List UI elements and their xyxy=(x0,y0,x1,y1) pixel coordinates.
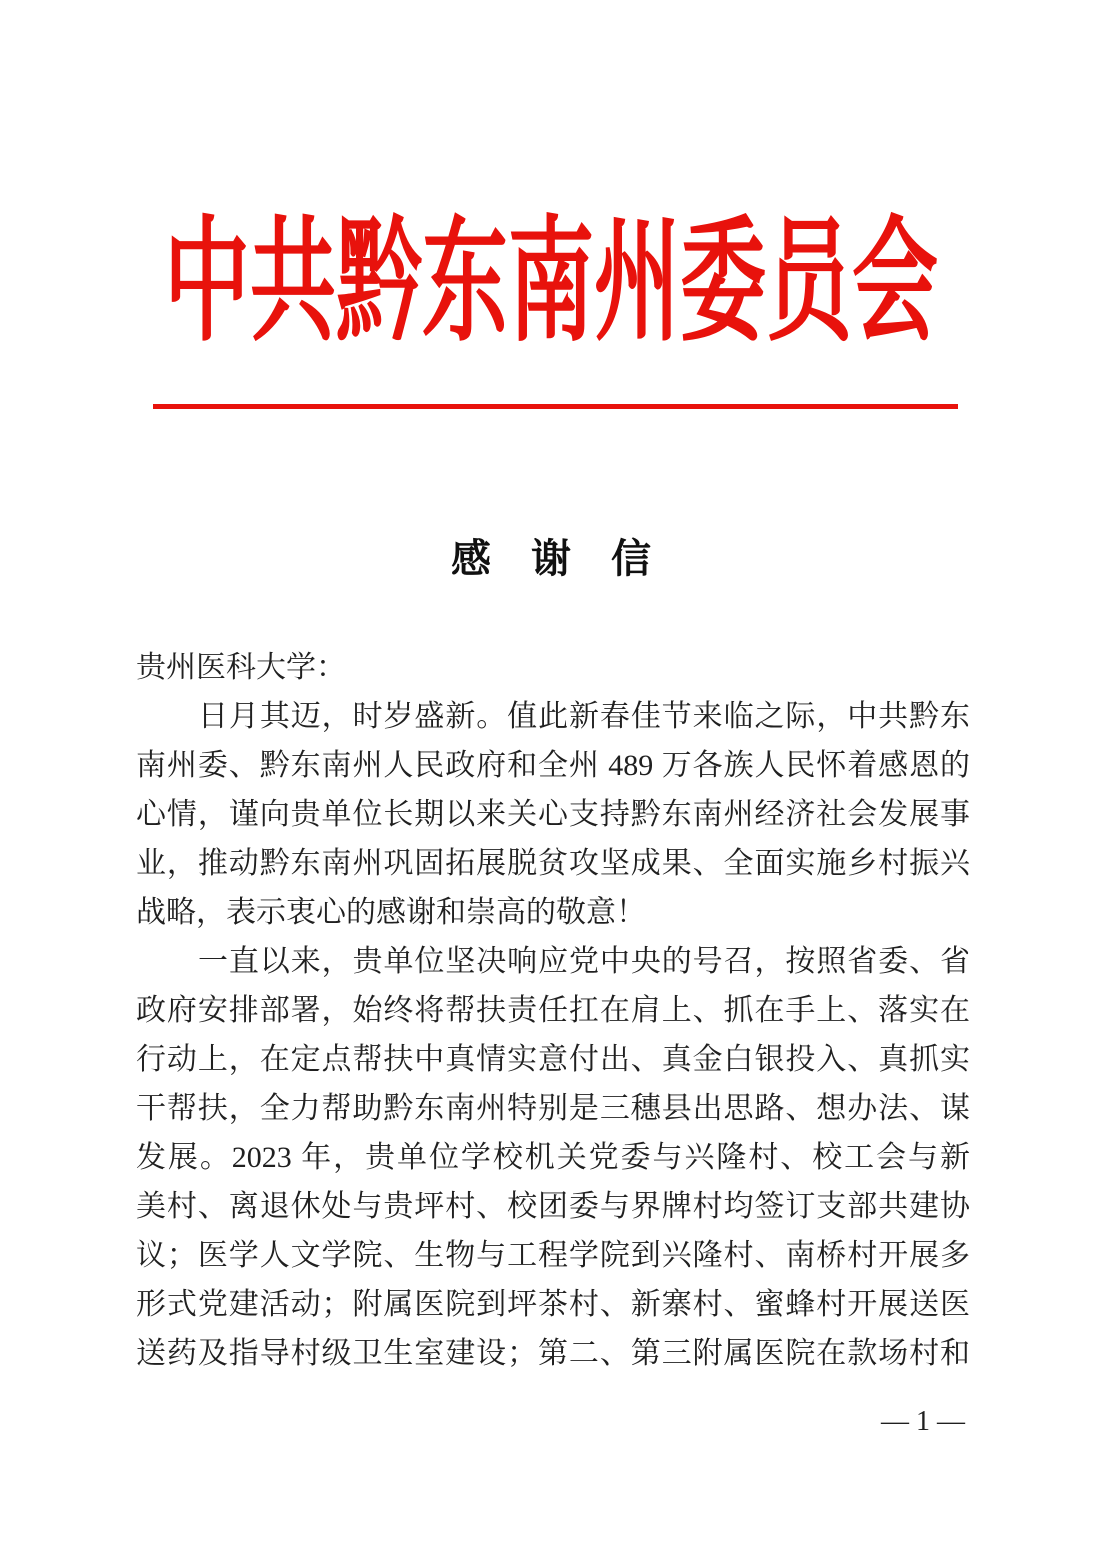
page-number: — 1 — xyxy=(881,1406,965,1437)
body-line: 形式党建活动；附属医院到坪茶村、新寨村、蜜蜂村开展送医 xyxy=(136,1288,970,1321)
letter-body xyxy=(136,643,970,1378)
body-line: 送药及指导村级卫生室建设；第二、第三附属医院在款场村和 xyxy=(136,1337,970,1370)
body-line: 美村、离退休处与贵坪村、校团委与界牌村均签订支部共建协 xyxy=(136,1190,970,1223)
body-line: 业，推动黔东南州巩固拓展脱贫攻坚成果、全面实施乡村振兴 xyxy=(136,847,970,880)
body-line: 政府安排部署，始终将帮扶责任扛在肩上、抓在手上、落实在 xyxy=(136,994,970,1027)
body-line: 战略，表示衷心的感谢和崇高的敬意！ xyxy=(136,896,646,929)
body-line: 议；医学人文学院、生物与工程学院到兴隆村、南桥村开展多 xyxy=(136,1239,970,1272)
body-line: 心情，谨向贵单位长期以来关心支持黔东南州经济社会发展事 xyxy=(136,798,970,831)
salutation-line: 贵州医科大学： xyxy=(136,651,346,684)
body-line: 行动上，在定点帮扶中真情实意付出、真金白银投入、真抓实 xyxy=(136,1043,970,1076)
body-line: 日月其迈，时岁盛新。值此新春佳节来临之际，中共黔东 xyxy=(198,700,970,733)
body-line: 一直以来，贵单位坚决响应党中央的号召，按照省委、省 xyxy=(198,945,970,978)
letterhead-title: 中共黔东南州委员会 xyxy=(163,207,938,358)
letterhead-rule xyxy=(153,404,958,409)
letter-title: 感 谢 信 xyxy=(451,536,651,581)
body-line: 发展。2023 年，贵单位学校机关党委与兴隆村、校工会与新 xyxy=(136,1141,970,1174)
body-line: 南州委、黔东南州人民政府和全州 489 万各族人民怀着感恩的 xyxy=(136,749,970,782)
body-line: 干帮扶，全力帮助黔东南州特别是三穗县出思路、想办法、谋 xyxy=(136,1092,970,1125)
